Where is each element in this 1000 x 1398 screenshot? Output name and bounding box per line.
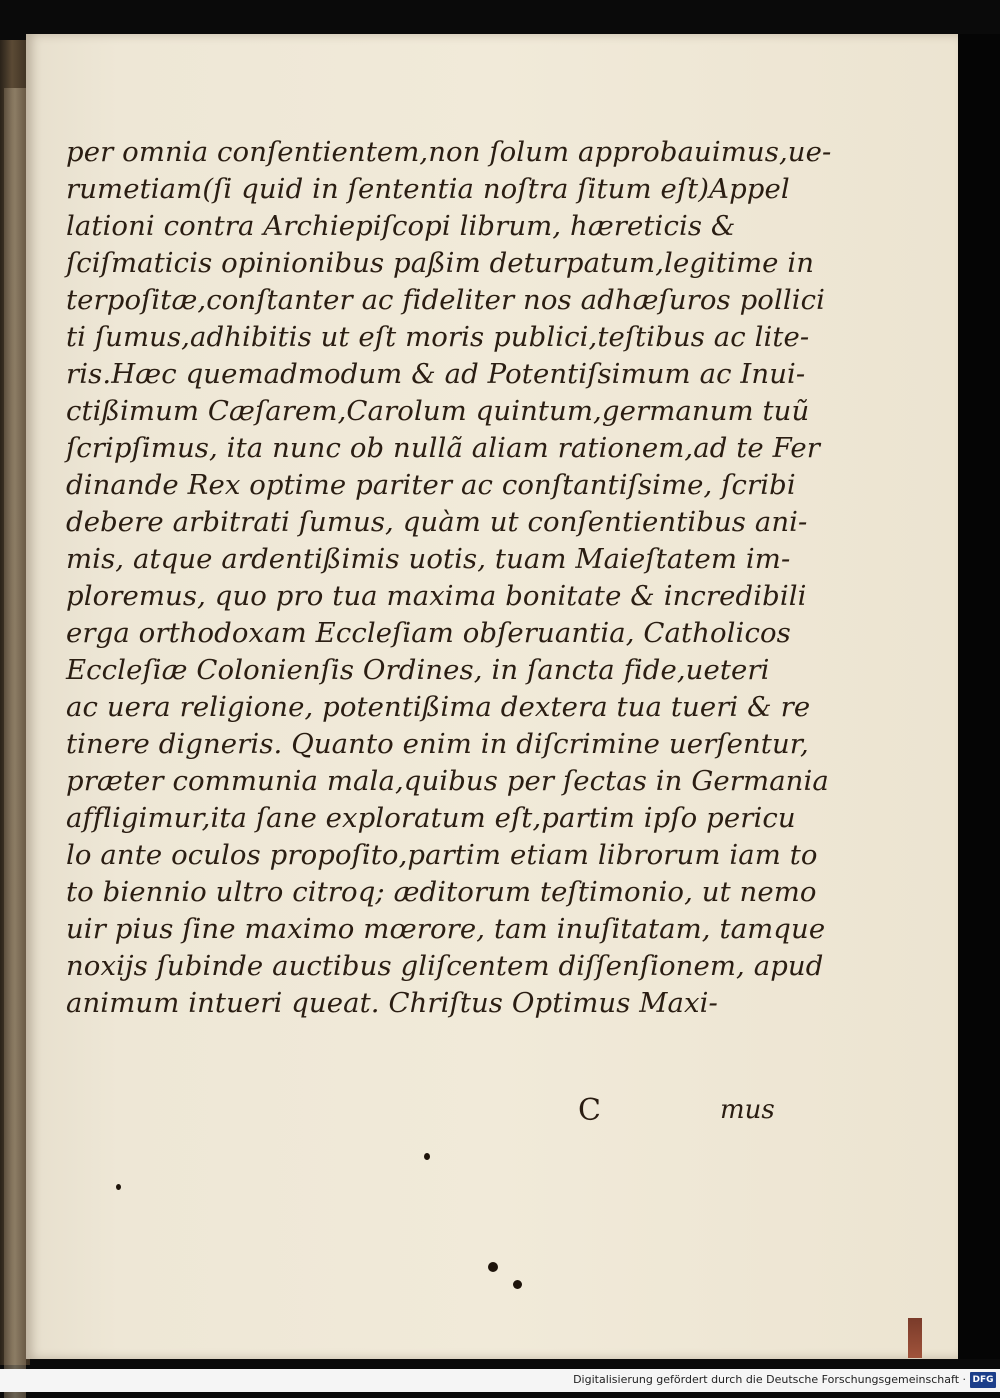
text-line: rumetiam(ſi quid in ſententia noſtra ſitum eſt)Appel (66, 173, 790, 205)
text-line: erga orthodoxam Eccleſiam obſeruantia, Catholicos (66, 617, 791, 649)
text-line: præter communia mala,quibus per ſectas in Germania (66, 765, 829, 797)
text-line: mis, atque ardentißimis uotis, tuam Maieſtatem im- (66, 543, 791, 575)
text-line: ac uera religione, potentißima dextera tua tueri & re (66, 691, 811, 723)
page-text (66, 134, 832, 1022)
text-line: ſcripſimus, ita nunc ob nullã aliam rationem,ad te Fer (66, 432, 820, 464)
book-edge-mark (908, 1318, 922, 1358)
ink-dot (424, 1153, 430, 1160)
page-foot (26, 1092, 958, 1129)
text-line: tinere digneris. Quanto enim in diſcrimine uerſentur, (66, 728, 809, 760)
text-line: lo ante oculos propoſito,partim etiam librorum iam to (66, 839, 818, 871)
catchword: mus (720, 1095, 775, 1125)
ink-dot (116, 1184, 121, 1190)
text-line: dinande Rex optime pariter ac conſtantiſsime, ſcribi (66, 469, 796, 501)
text-line: ſciſmaticis opinionibus paßim deturpatum,legitime in (66, 247, 815, 279)
text-line: animum intueri queat. Chriſtus Optimus Maxi- (66, 987, 718, 1019)
footer-credit: Digitalisierung gefördert durch die Deutsche Forschungsgemeinschaft · (573, 1373, 966, 1386)
text-line: to biennio ultro citroq; æditorum teſtimonio, ut nemo (66, 876, 817, 908)
text-line: debere arbitrati ſumus, quàm ut conſentientibus ani- (66, 506, 808, 538)
text-line: ris.Hæc quemadmodum & ad Potentiſsimum ac Inui- (66, 358, 806, 390)
text-line: noxijs ſubinde auctibus gliſcentem diſſenſionem, apud (66, 950, 824, 982)
text-line: Eccleſiæ Colonienſis Ordines, in ſancta fide,ueteri (66, 654, 770, 686)
text-line: ctißimum Cæſarem,Carolum quintum,germanum tuũ (66, 395, 810, 427)
signature-mark: C (578, 1093, 601, 1128)
digitization-footer (0, 1369, 1000, 1392)
text-line: ti ſumus,adhibitis ut eſt moris publici,teſtibus ac lite- (66, 321, 810, 353)
text-line: ploremus, quo pro tua maxima bonitate & incredibili (66, 580, 807, 612)
book-page (26, 34, 958, 1359)
text-line: uir pius ſine maximo mœrore, tam inuſitatam, tamque (66, 913, 826, 945)
page-edge-right (958, 34, 1000, 1359)
ink-dot (513, 1280, 522, 1289)
dfg-logo: DFG (970, 1372, 996, 1388)
text-line: terpoſitæ,conſtanter ac fideliter nos adhæſuros pollici (66, 284, 826, 316)
text-line: per omnia conſentientem,non ſolum approbauimus,ue- (66, 136, 832, 168)
ink-dot (488, 1262, 498, 1272)
binding-strip (4, 88, 26, 1398)
text-line: lationi contra Archiepiſcopi librum, hæreticis & (66, 210, 736, 242)
text-line: affligimur,ita ſane exploratum eſt,partim ipſo pericu (66, 802, 796, 834)
